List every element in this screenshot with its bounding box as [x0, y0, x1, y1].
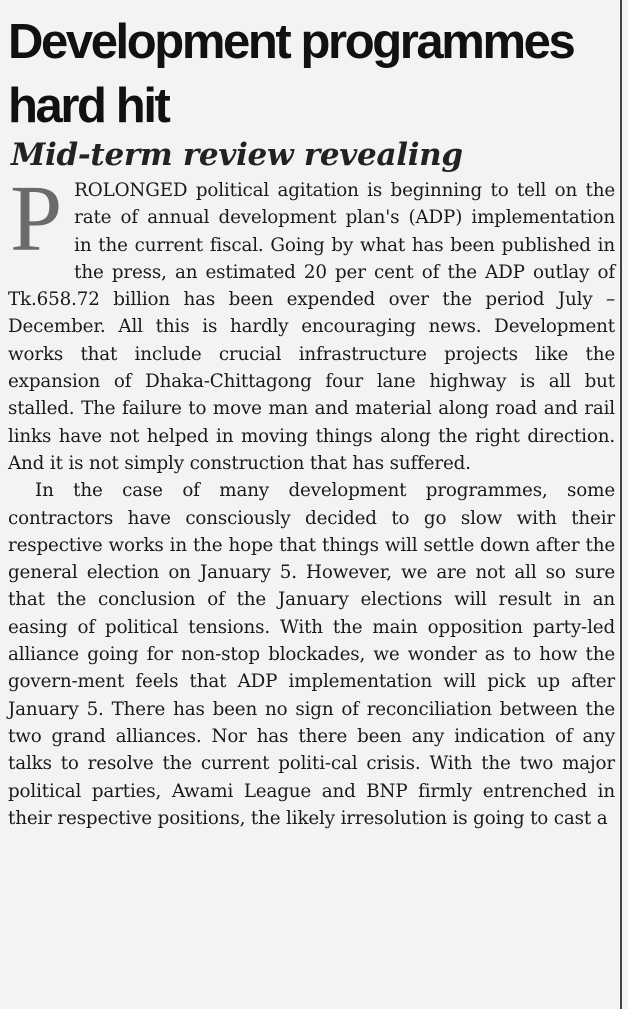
- column-rule: [620, 0, 622, 1009]
- drop-cap: P: [10, 167, 63, 271]
- paragraph-1-text: ROLONGED political agitation is beginning to tell on the rate of annual development plan's (ADP) implementation in the current fiscal. Going by what has been published in the press, an estimated 20 per cent of the ADP outlay of Tk.658.72 billion has been expended over the period July – December. All this is hardly encouraging news. Development works that include crucial infrastructure projects like the expansion of Dhaka-Chittagong four lane highway is all but stalled. The failure to move man and material along road and rail links have not helped in moving things along the right direction. And it is not simply construction that has suffered.: [8, 180, 615, 474]
- paragraph-1: [8, 167, 615, 477]
- subheadline: Mid-term review revealing: [11, 137, 463, 173]
- paragraph-2: In the case of many development programmes, some contractors have consciously decided to go slow with their respective works in the hope that things will settle down after the general election on January 5. However, we are not all so sure that the conclusion of the January elections will result in an easing of political tensions. With the main opposition party-led alliance going for non-stop blockades, we wonder as to how the govern-ment feels that ADP implementation will pick up after January 5. There has been no sign of reconciliation between the two grand alliances. Nor has there been any indication of any talks to resolve the current politi-cal crisis. With the two major political parties, Awami League and BNP firmly entrenched in their respective positions, the likely irresolution is going to cast a: [8, 480, 615, 829]
- headline: Development programmes hard hit: [8, 15, 574, 133]
